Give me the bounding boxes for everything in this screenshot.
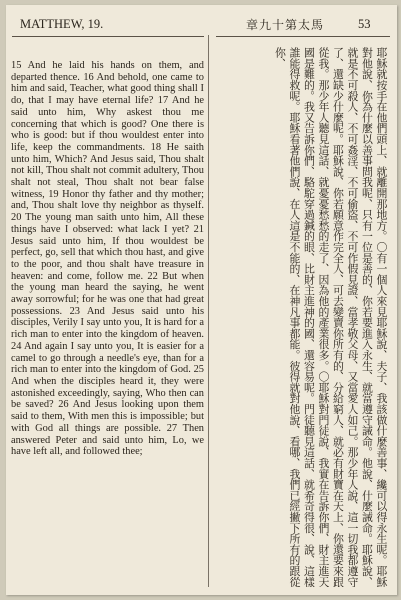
chinese-column	[218, 47, 388, 587]
book-chapter-heading: MATTHEW, 19.	[20, 17, 104, 31]
column-divider	[208, 35, 209, 587]
english-text: 15 And he laid his hands on them, and departed thence. 16 And behold, one came to him and said, Teacher, what good thing shall I do, that I may have eternal life? 17 And he said unto him, Why askest thou me concerning that which is good? One there is who is good: but if thou wouldest enter into life, keep the commandments. 18 He saith unto him, Which? And Jesus said, Thou shalt not kill, Thou shalt not commit adultery, Thou shalt not steal, Thou shalt not bear false witness, 19 Honor thy father and thy mother; and, Thou shalt love thy neighbor as thyself. 20 The young man saith unto him, All these things have I observed: what lack I yet? 21 Jesus said unto him, If thou wouldest be perfect, go, sell that which thou hast, and give to the poor, and thou shalt have treasure in heaven: and come, follow me. 22 But when the young man heard the saying, he went away sorrowful; for he was one that had great possessions. 23 And Jesus said unto his disciples, Verily I say unto you, It is hard for a rich man to enter into the kingdom of heaven. 24 And again I say unto you, It is easier for a camel to go through a needle's eye, than for a rich man to enter into the kingdom of God. 25 And when the disciples heard it, they were astonished exceedingly, saying, Who then can be saved? 26 And Jesus looking upon them said to them, With men this is impossible; but with God all things are possible. 27 Then answered Peter and said unto him, Lo, we have left all, and followed thee;	[11, 60, 204, 458]
chinese-heading: 章九十第太馬	[246, 18, 325, 32]
bible-page	[6, 5, 397, 595]
header-rule-left	[12, 36, 204, 37]
chinese-text: 耶穌就按手在他們頭上、就離開那地方。〇有一個人來見耶穌說、夫子、我該做什麼善事、纔可以得永生呢。耶穌對他說、你為什麼以善事問我呢、只有一位是善的、你若要進入永生、就當遵守誡命。他說、什麼誡命。耶穌說、就是不可殺人、不可姦淫、不可偷盜、不可作假見證、當孝敬父母、又當愛人如己。那少年人說、這一切我都遵守了、還缺少什麼呢。耶穌說、你若願意作完全人、可去變賣你所有的、分給窮人、就必有財寶在天上、你還要來跟從我。那少年人聽見這話、就憂憂愁愁的走了、因為他的產業很多。〇耶穌對門徒說、我實在告訴你們、財主進天國是難的。我又告訴你們、駱駝穿過鍼的眼、比財主進神的國、還容易呢。門徒聽見這話、就希奇得很、說、這樣誰能得救呢。耶穌看著他們說、在人這是不能的、在神凡事都能。彼得就對他說、看哪、我們已經撇下所有的跟從你、	[273, 47, 388, 587]
running-head	[6, 5, 397, 39]
header-rule-right	[216, 36, 390, 37]
page-number: 53	[358, 17, 371, 31]
english-column	[11, 60, 204, 458]
